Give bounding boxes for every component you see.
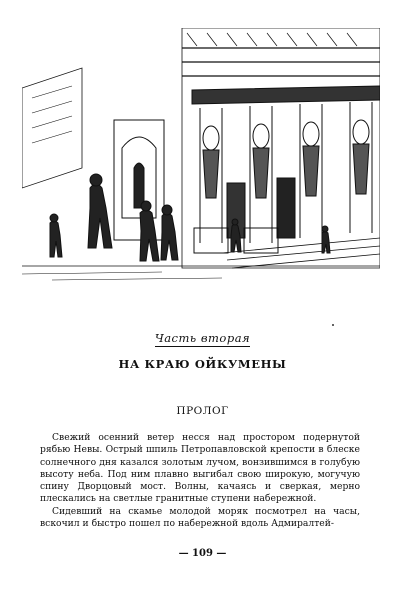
body-text: [40, 432, 360, 530]
page-number: — 109 —: [178, 548, 227, 559]
print-speck: [332, 324, 334, 326]
illustration-street-scene: [22, 28, 380, 286]
part-title-text: Часть вторая: [154, 331, 251, 345]
paragraph: Сидевший на скамье молодой моряк посмотрел на часы, вскочил и быстро пошел по набережной вдоль Адмиралтей-: [40, 505, 360, 530]
prologue-heading: ПРОЛОГ: [176, 405, 229, 417]
ink-drawing-atlantes-building: [22, 28, 380, 286]
paragraph: Свежий осенний ветер несся над простором подернутой рябью Невы. Острый шпиль Петропавловской крепости в блеске солнечного дня казался золотым лучом, вонзившимся в голубую высоту неба. Под ним плавно выгибал свою широкую, могучую спину Дворцовый мост. Волны, качаясь и сверкая, мерно плескались на светлые гранитные ступени набережной.: [40, 432, 360, 505]
part-title: [0, 331, 405, 345]
chapter-title: НА КРАЮ ОЙКУМЕНЫ: [118, 357, 287, 371]
